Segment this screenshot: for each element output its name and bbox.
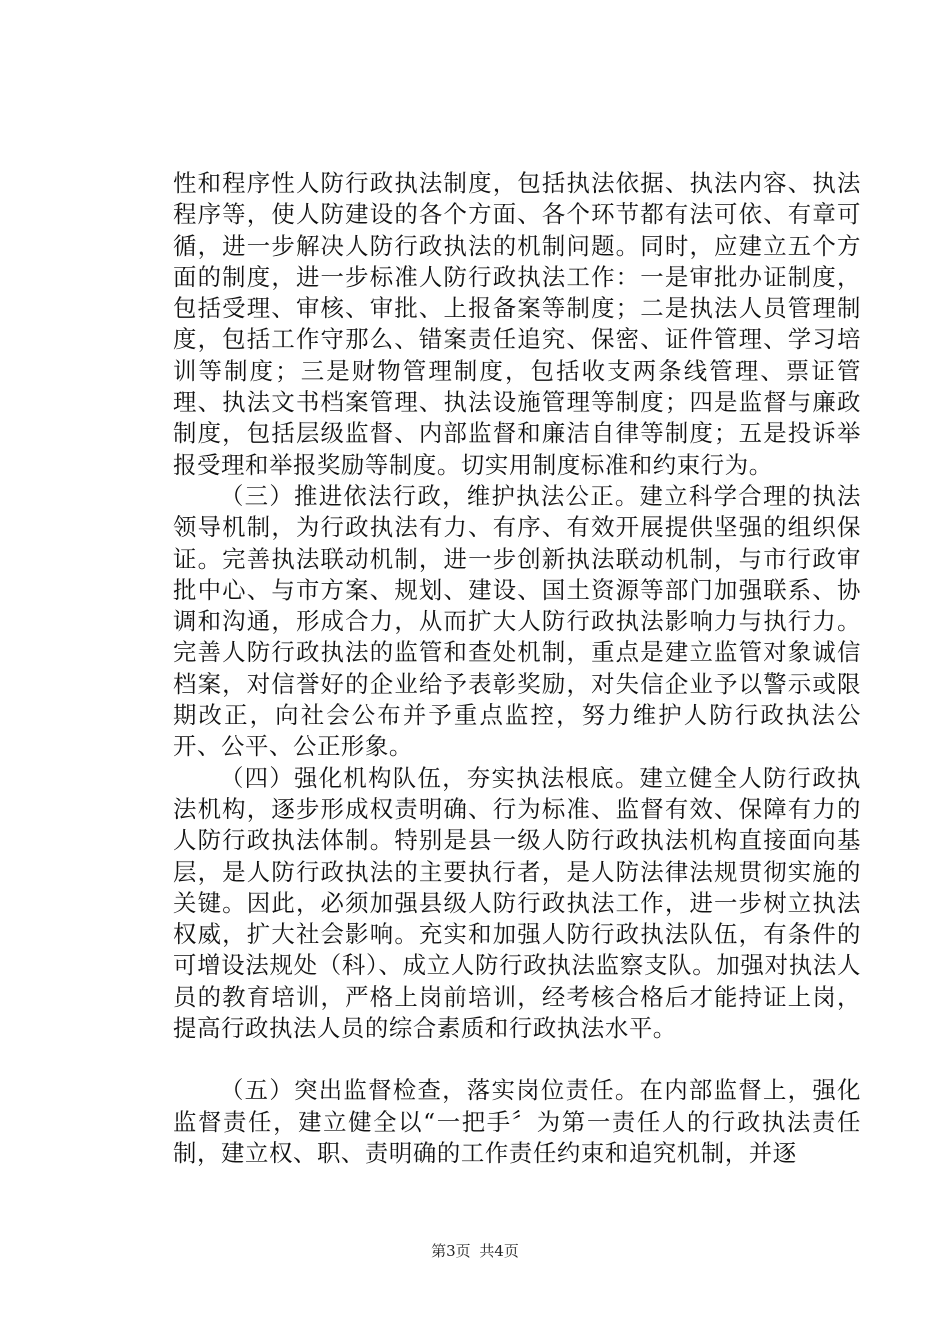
document-body [173,168,861,1169]
paragraph-section-four: （四）强化机构队伍，夯实执法根底。建立健全人防行政执法机构，逐步形成权责明确、行为标准、监督有效、保障有力的人防行政执法体制。特别是县一级人防行政执法机构直接面向基层，是人防行政执法的主要执行者，是人防法律法规贯彻实施的关键。因此，必须加强县级人防行政执法工作，进一步树立执法权威，扩大社会影响。充实和加强人防行政执法队伍，有条件的可增设法规处（科）、成立人防行政执法监察支队。加强对执法人员的教育培训，严格上岗前培训，经考核合格后才能持证上岗，提高行政执法人员的综合素质和行政执法水平。 [173,763,861,1043]
page-number: 第3页 [431,1242,471,1260]
paragraph-section-five: （五）突出监督检查，落实岗位责任。在内部监督上，强化监督责任，建立健全以“一把手〞为第一责任人的行政执法责任制，建立权、职、责明确的工作责任约束和追究机制，并逐 [173,1076,861,1167]
page-footer [0,1242,950,1260]
paragraph-section-three: （三）推进依法行政，维护执法公正。建立科学合理的执法领导机制，为行政执法有力、有序、有效开展提供坚强的组织保证。完善执法联动机制，进一步创新执法联动机制，与市行政审批中心、与市方案、规划、建设、国土资源等部门加强联系、协调和沟通，形成合力，从而扩大人防行政执法影响力与执行力。完善人防行政执法的监管和查处机制，重点是建立监管对象诚信档案，对信誉好的企业给予表彰奖励，对失信企业予以警示或限期改正，向社会公布并予重点监控，努力维护人防行政执法公开、公平、公正形象。 [173,481,861,761]
page-total: 共4页 [479,1242,519,1260]
paragraph-continuation: 性和程序性人防行政执法制度，包括执法依据、执法内容、执法程序等，使人防建设的各个方面、各个环节都有法可依、有章可循，进一步解决人防行政执法的机制问题。同时，应建立五个方面的制度，进一步标准人防行政执法工作：一是审批办证制度，包括受理、审核、审批、上报备案等制度；二是执法人员管理制度，包括工作守那么、错案责任追究、保密、证件管理、学习培训等制度；三是财物管理制度，包括收支两条线管理、票证管理、执法文书档案管理、执法设施管理等制度；四是监督与廉政制度，包括层级监督、内部监督和廉洁自律等制度；五是投诉举报受理和举报奖励等制度。切实用制度标准和约束行为。 [173,169,861,479]
